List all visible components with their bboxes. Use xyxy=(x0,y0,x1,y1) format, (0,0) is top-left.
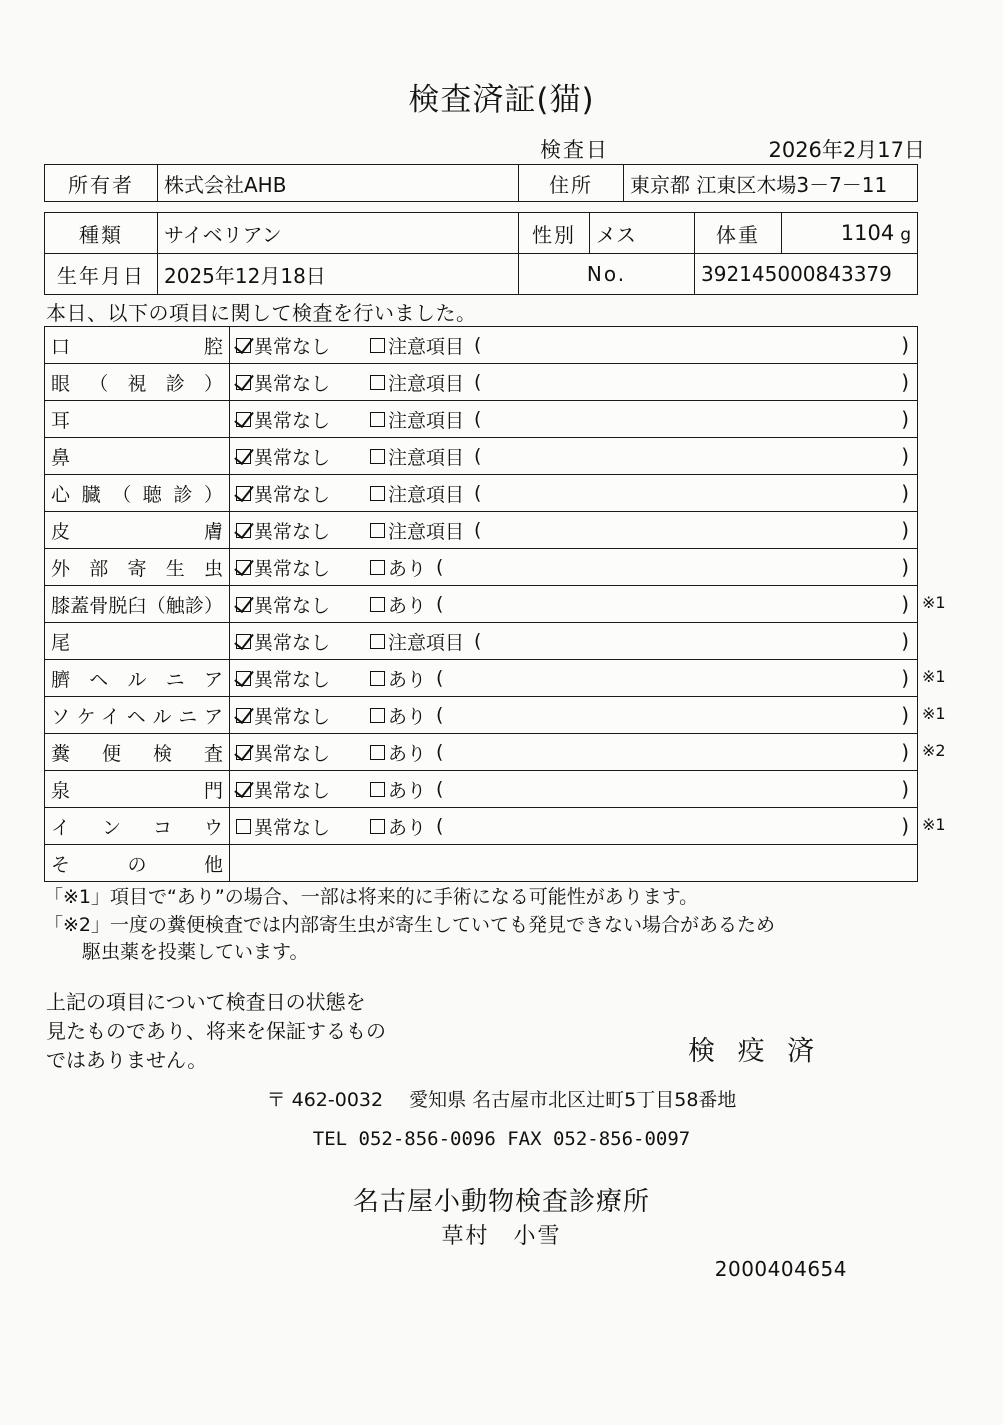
checklist-item-label xyxy=(45,549,230,586)
checklist-options-cell xyxy=(230,660,918,697)
unchecked-checkbox-icon[interactable] xyxy=(370,819,385,834)
option-normal[interactable] xyxy=(236,406,330,433)
checklist-item-label xyxy=(45,401,230,438)
inspection-date-label: 検査日 xyxy=(540,138,609,162)
checklist-options-cell xyxy=(230,586,918,623)
checklist-options xyxy=(236,665,911,692)
checklist-item-label xyxy=(45,808,230,845)
checklist-row xyxy=(45,586,918,623)
checklist-options xyxy=(236,480,911,507)
option-secondary[interactable] xyxy=(370,443,464,470)
unchecked-checkbox-icon[interactable] xyxy=(370,449,385,464)
checked-checkbox-icon[interactable] xyxy=(236,523,251,538)
footnote-marker: ※1 xyxy=(922,704,946,723)
checklist-row xyxy=(45,327,918,364)
unchecked-checkbox-icon[interactable] xyxy=(370,708,385,723)
option-normal[interactable] xyxy=(236,628,330,655)
option-normal[interactable] xyxy=(236,480,330,507)
option-secondary-label: あり xyxy=(388,594,427,617)
checklist-row xyxy=(45,734,918,771)
checklist-row xyxy=(45,549,918,586)
breed-label: 種類 xyxy=(45,213,158,254)
birthdate-label: 生年月日 xyxy=(45,254,158,295)
checklist-options xyxy=(236,776,911,803)
clinic-address-line xyxy=(0,1085,1003,1112)
checklist-item-name: 心臓（聴診） xyxy=(51,483,223,506)
option-secondary[interactable] xyxy=(370,739,426,766)
disclaimer-line-2: 見たものであり、将来を保証するもの xyxy=(46,1019,386,1043)
checklist-options-cell xyxy=(230,734,918,771)
unchecked-checkbox-icon[interactable] xyxy=(370,634,385,649)
unchecked-checkbox-icon[interactable] xyxy=(236,819,251,834)
footnote-marker: ※1 xyxy=(922,593,946,612)
option-secondary[interactable] xyxy=(370,517,464,544)
unchecked-checkbox-icon[interactable] xyxy=(370,782,385,797)
checklist-item-label xyxy=(45,327,230,364)
number-label: No. xyxy=(519,254,695,295)
option-normal-label: 異常なし xyxy=(254,446,331,469)
checked-checkbox-icon[interactable] xyxy=(236,486,251,501)
checklist-options-cell xyxy=(230,623,918,660)
remark-paren-close: ) xyxy=(901,370,909,394)
checklist-item-label xyxy=(45,475,230,512)
checked-checkbox-icon[interactable] xyxy=(236,782,251,797)
remark-paren-close: ) xyxy=(901,444,909,468)
remark-paren-close: ) xyxy=(901,666,909,690)
checklist-options-cell xyxy=(230,697,918,734)
option-normal-label: 異常なし xyxy=(254,335,331,358)
remark-paren-close: ) xyxy=(901,740,909,764)
checked-checkbox-icon[interactable] xyxy=(236,634,251,649)
option-secondary-label: あり xyxy=(388,557,427,580)
option-secondary[interactable] xyxy=(370,332,464,359)
inspection-date-row xyxy=(540,134,925,164)
unchecked-checkbox-icon[interactable] xyxy=(370,375,385,390)
checked-checkbox-icon[interactable] xyxy=(236,412,251,427)
checklist-item-label xyxy=(45,512,230,549)
clinic-tel-fax: TEL 052-856-0096 FAX 052-856-0097 xyxy=(312,1128,691,1150)
checklist-options xyxy=(236,702,911,729)
disclaimer xyxy=(46,988,386,1075)
remark-paren-open: ( xyxy=(436,778,444,800)
clinic-address: 愛知県 名古屋市北区辻町5丁目58番地 xyxy=(409,1089,737,1111)
option-normal[interactable] xyxy=(236,665,330,692)
remark-paren-open: ( xyxy=(436,667,444,689)
option-normal-label: 異常なし xyxy=(254,816,331,839)
checked-checkbox-icon[interactable] xyxy=(236,708,251,723)
checklist-item-name: インコウ xyxy=(51,816,223,839)
checklist-options-cell xyxy=(230,549,918,586)
checklist-options xyxy=(236,813,911,840)
remark-paren-open: ( xyxy=(436,593,444,615)
checklist-item-label xyxy=(45,623,230,660)
option-secondary[interactable] xyxy=(370,665,426,692)
option-normal-label: 異常なし xyxy=(254,520,331,543)
unchecked-checkbox-icon[interactable] xyxy=(370,523,385,538)
checked-checkbox-icon[interactable] xyxy=(236,671,251,686)
breed-value: サイベリアン xyxy=(158,213,519,254)
checklist-item-label xyxy=(45,734,230,771)
birthdate-number-row xyxy=(45,254,918,295)
checklist-item-name: 臍ヘルニア xyxy=(51,668,223,691)
footnote-2-continuation: 駆虫薬を投薬しています。 xyxy=(82,941,309,964)
checklist-options xyxy=(236,332,911,359)
option-normal[interactable] xyxy=(236,554,330,581)
weight-unit: g xyxy=(900,225,911,245)
unchecked-checkbox-icon[interactable] xyxy=(370,671,385,686)
checklist-item-label xyxy=(45,771,230,808)
option-normal-label: 異常なし xyxy=(254,668,331,691)
checklist-options-cell xyxy=(230,438,918,475)
remark-paren-open: ( xyxy=(474,482,482,504)
unchecked-checkbox-icon[interactable] xyxy=(370,745,385,760)
checklist-row xyxy=(45,364,918,401)
option-secondary[interactable] xyxy=(370,776,426,803)
option-normal-label: 異常なし xyxy=(254,557,331,580)
birthdate-value: 2025年12月18日 xyxy=(158,254,519,295)
checklist-options-cell xyxy=(230,475,918,512)
checklist-options xyxy=(236,591,911,618)
option-secondary-label: あり xyxy=(388,742,427,765)
unchecked-checkbox-icon[interactable] xyxy=(370,597,385,612)
checklist-row xyxy=(45,401,918,438)
remark-paren-open: ( xyxy=(436,704,444,726)
footnote-marker: ※2 xyxy=(922,741,946,760)
remark-paren-close: ) xyxy=(901,518,909,542)
owner-table xyxy=(44,164,918,202)
checklist-options-cell xyxy=(230,327,918,364)
option-secondary-label: 注意項目 xyxy=(388,409,465,432)
checklist-item-name: 口腔 xyxy=(51,335,223,358)
footnote-marker: ※1 xyxy=(922,815,946,834)
checklist-item-name: 眼（視診） xyxy=(51,372,223,395)
checklist-item-name: 膝蓋骨脱臼（触診） xyxy=(51,594,223,617)
checklist-options xyxy=(236,443,911,470)
checklist-options xyxy=(236,554,911,581)
remark-paren-open: ( xyxy=(474,519,482,541)
footnote-2: 「※2」一度の糞便検査では内部寄生虫が寄生していても発見できない場合があるため xyxy=(44,913,776,936)
remark-paren-close: ) xyxy=(901,555,909,579)
clinic-person-name: 草村 小雪 xyxy=(441,1224,562,1249)
option-secondary-label: あり xyxy=(388,816,427,839)
remark-paren-open: ( xyxy=(474,445,482,467)
checklist-item-name: 耳 xyxy=(51,409,71,432)
option-normal-label: 異常なし xyxy=(254,705,331,728)
option-secondary-label: あり xyxy=(388,668,427,691)
unchecked-checkbox-icon[interactable] xyxy=(370,338,385,353)
checklist-item-label xyxy=(45,660,230,697)
checklist-options-cell xyxy=(230,808,918,845)
remark-paren-open: ( xyxy=(474,630,482,652)
animal-info-table xyxy=(44,212,918,295)
footnotes xyxy=(44,884,775,967)
option-normal[interactable] xyxy=(236,776,330,803)
checklist-row xyxy=(45,623,918,660)
remark-paren-close: ) xyxy=(901,814,909,838)
checklist-item-label xyxy=(45,364,230,401)
option-normal[interactable] xyxy=(236,702,330,729)
checklist-options xyxy=(236,406,911,433)
sex-label: 性別 xyxy=(519,213,590,254)
remark-paren-close: ) xyxy=(901,592,909,616)
checklist-row xyxy=(45,697,918,734)
checklist-item-name: 尾 xyxy=(51,631,71,654)
option-normal-label: 異常なし xyxy=(254,742,331,765)
remark-paren-close: ) xyxy=(901,777,909,801)
checked-checkbox-icon[interactable] xyxy=(236,597,251,612)
postal-code: 462-0032 xyxy=(291,1089,384,1111)
option-secondary-label: 注意項目 xyxy=(388,372,465,395)
option-secondary-label: あり xyxy=(388,779,427,802)
checklist-item-name: 泉門 xyxy=(51,779,223,802)
option-secondary-label: 注意項目 xyxy=(388,631,465,654)
option-secondary[interactable] xyxy=(370,369,464,396)
disclaimer-line-3: ではありません。 xyxy=(46,1048,208,1072)
checked-checkbox-icon[interactable] xyxy=(236,560,251,575)
address-value: 東京都 江東区木場3－7－11 xyxy=(624,165,918,202)
inspection-checklist-table xyxy=(44,326,918,882)
option-secondary[interactable] xyxy=(370,702,426,729)
option-secondary-label: あり xyxy=(388,705,427,728)
option-normal[interactable] xyxy=(236,591,330,618)
remark-paren-open: ( xyxy=(436,815,444,837)
postal-mark xyxy=(267,1089,384,1111)
option-normal[interactable] xyxy=(236,739,330,766)
option-normal-label: 異常なし xyxy=(254,594,331,617)
checklist-row xyxy=(45,845,918,882)
remark-paren-close: ) xyxy=(901,703,909,727)
checklist-options-cell xyxy=(230,512,918,549)
remark-paren-open: ( xyxy=(474,408,482,430)
checklist-item-name: 鼻 xyxy=(51,446,71,469)
option-normal[interactable] xyxy=(236,517,330,544)
checklist-options-cell xyxy=(230,364,918,401)
checklist-row xyxy=(45,475,918,512)
option-secondary-label: 注意項目 xyxy=(388,335,465,358)
option-secondary[interactable] xyxy=(370,480,464,507)
unchecked-checkbox-icon[interactable] xyxy=(370,486,385,501)
checklist-row xyxy=(45,660,918,697)
sex-value: メス xyxy=(590,213,695,254)
remark-paren-open: ( xyxy=(474,371,482,393)
remark-paren-close: ) xyxy=(901,407,909,431)
owner-value: 株式会社AHB xyxy=(158,165,519,202)
remark-paren-close: ) xyxy=(901,629,909,653)
footnote-1: 「※1」項目で“あり”の場合、一部は将来的に手術になる可能性があります。 xyxy=(44,886,699,908)
inspection-date-value: 2026年2月17日 xyxy=(768,138,925,162)
checklist-item-name: その他 xyxy=(51,853,223,876)
unchecked-checkbox-icon[interactable] xyxy=(370,412,385,427)
postal-mark-glyph: 〒 xyxy=(266,1089,286,1111)
footnote-marker: ※1 xyxy=(922,667,946,686)
checked-checkbox-icon[interactable] xyxy=(236,375,251,390)
unchecked-checkbox-icon[interactable] xyxy=(370,560,385,575)
option-secondary[interactable] xyxy=(370,628,464,655)
checklist-row xyxy=(45,512,918,549)
option-normal-label: 異常なし xyxy=(254,631,331,654)
option-normal-label: 異常なし xyxy=(254,372,331,395)
weight-label: 体重 xyxy=(695,213,782,254)
option-normal-label: 異常なし xyxy=(254,483,331,506)
quarantine-stamp: 検 疫 済 xyxy=(688,1036,822,1067)
option-secondary-label: 注意項目 xyxy=(388,520,465,543)
checklist-row xyxy=(45,438,918,475)
checklist-item-label xyxy=(45,697,230,734)
checklist-options-cell xyxy=(230,771,918,808)
option-secondary[interactable] xyxy=(370,813,426,840)
option-normal-label: 異常なし xyxy=(254,409,331,432)
remark-paren-close: ) xyxy=(901,333,909,357)
checklist-item-name: ソケイヘルニア xyxy=(51,705,223,728)
intro-text: 本日、以下の項目に関して検査を行いました。 xyxy=(46,301,477,325)
option-secondary-label: 注意項目 xyxy=(388,483,465,506)
breed-sex-weight-row xyxy=(45,213,918,254)
checked-checkbox-icon[interactable] xyxy=(236,745,251,760)
option-normal[interactable] xyxy=(236,369,330,396)
number-value: 392145000843379 xyxy=(695,254,918,295)
remark-paren-open: ( xyxy=(436,556,444,578)
disclaimer-line-1: 上記の項目について検査日の状態を xyxy=(46,990,366,1014)
option-normal-label: 異常なし xyxy=(254,779,331,802)
page-title: 検査済証(猫) xyxy=(408,82,595,118)
checklist-options-cell xyxy=(230,845,918,882)
clinic-name: 名古屋小動物検査診療所 xyxy=(352,1187,650,1217)
weight-value-cell xyxy=(782,213,918,254)
checklist-options-cell xyxy=(230,401,918,438)
weight-value: 1104 xyxy=(840,221,895,245)
checked-checkbox-icon[interactable] xyxy=(236,449,251,464)
owner-label: 所有者 xyxy=(45,165,158,202)
checklist-options xyxy=(236,517,911,544)
option-secondary[interactable] xyxy=(370,406,464,433)
option-secondary[interactable] xyxy=(370,591,426,618)
remark-paren-open: ( xyxy=(436,741,444,763)
owner-row xyxy=(45,165,918,202)
option-normal[interactable] xyxy=(236,813,330,840)
checked-checkbox-icon[interactable] xyxy=(236,338,251,353)
checklist-row xyxy=(45,771,918,808)
option-secondary[interactable] xyxy=(370,554,426,581)
address-label: 住所 xyxy=(519,165,624,202)
checklist-item-label xyxy=(45,586,230,623)
checklist-item-label xyxy=(45,845,230,882)
checklist-row xyxy=(45,808,918,845)
remark-paren-open: ( xyxy=(474,334,482,356)
checklist-item-name: 外部寄生虫 xyxy=(51,557,223,580)
checklist-options xyxy=(236,628,911,655)
option-secondary-label: 注意項目 xyxy=(388,446,465,469)
checklist-item-name: 糞便検査 xyxy=(51,742,223,765)
option-normal[interactable] xyxy=(236,443,330,470)
checklist-item-label xyxy=(45,438,230,475)
checklist-options xyxy=(236,369,911,396)
checklist-options xyxy=(236,739,911,766)
reference-number: 2000404654 xyxy=(714,1257,847,1281)
checklist-item-name: 皮膚 xyxy=(51,520,223,543)
option-normal[interactable] xyxy=(236,332,330,359)
remark-paren-close: ) xyxy=(901,481,909,505)
